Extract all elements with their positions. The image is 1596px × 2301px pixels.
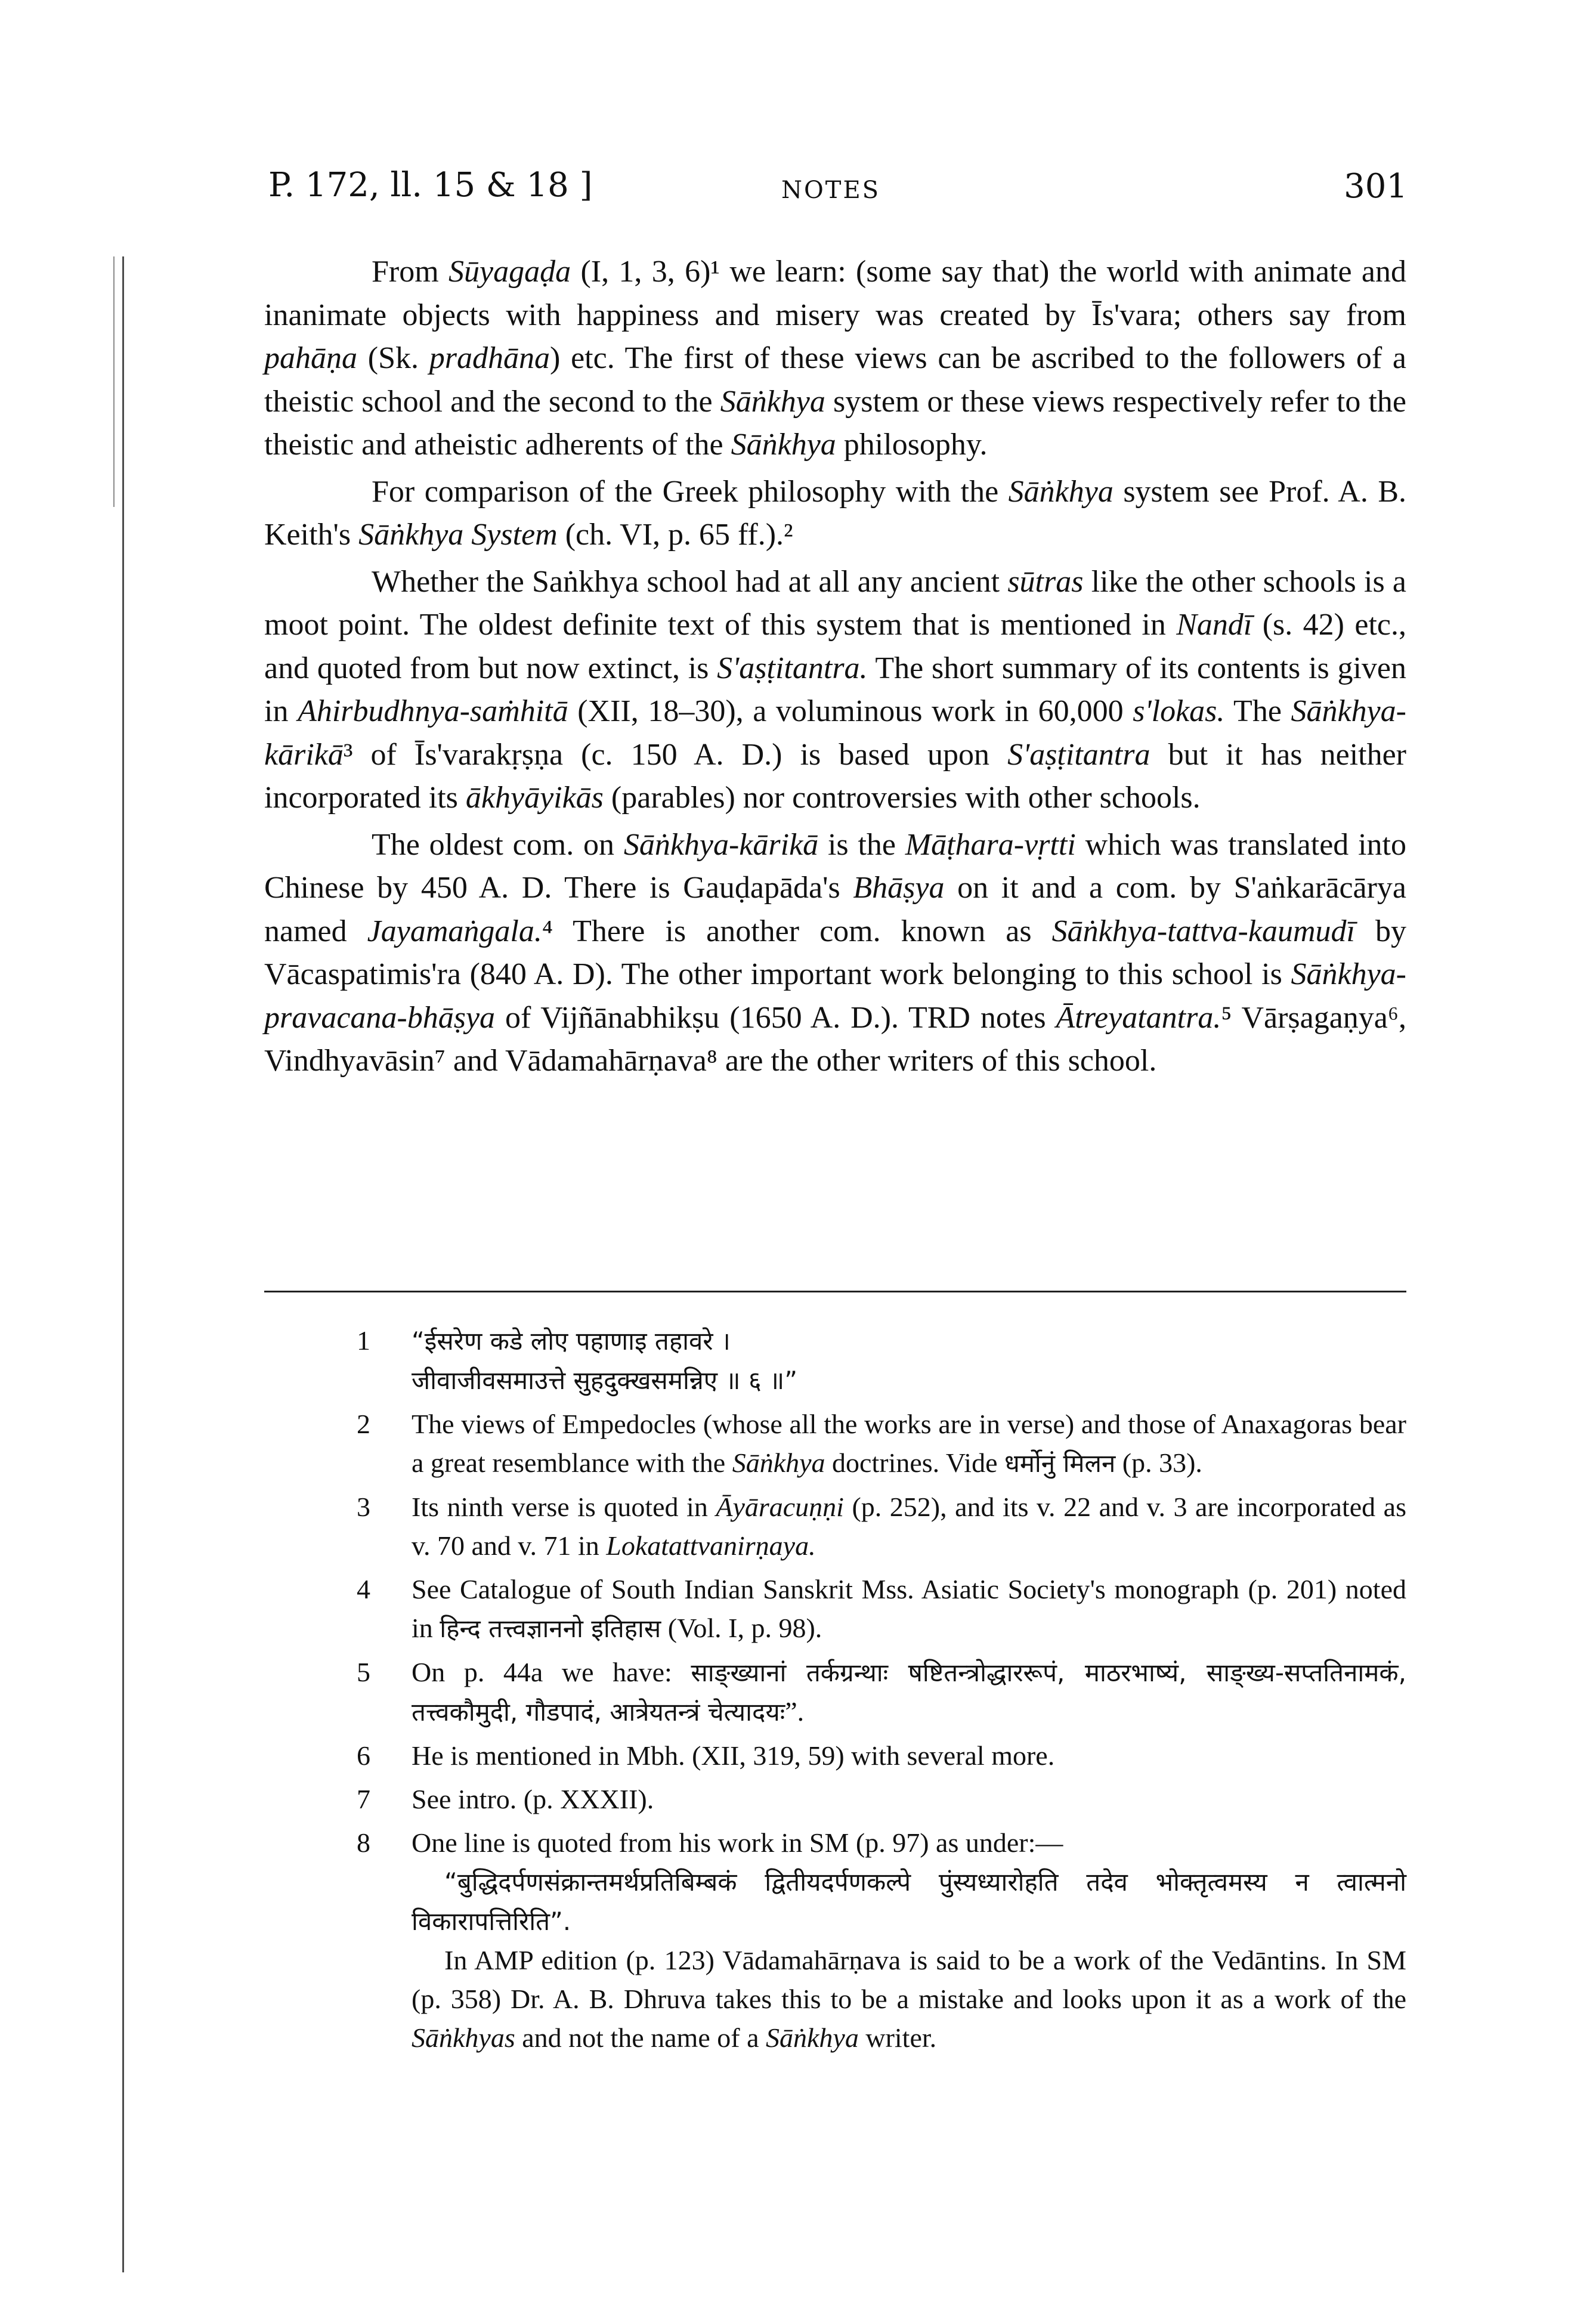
text-run: ³ of Īs'varakṛṣṇa (c. 150 A. D.) is based upon [343, 737, 1008, 772]
running-head [268, 166, 1408, 219]
text-run: system see Prof. A. B. Keith's [264, 474, 1407, 552]
footnote-number: 3 [357, 1492, 370, 1522]
text-run: (XII, 18–30), a voluminous work in 60,000 [568, 694, 1133, 728]
footnote-line [412, 1823, 1406, 1862]
text-run: ⁴ There is another com. known as [542, 914, 1052, 948]
italic-term: Sāṅkhya [720, 384, 825, 419]
footnote-line [412, 1360, 1406, 1400]
footnote-number: 7 [357, 1784, 370, 1814]
text-run: (Vol. I, p. 98). [661, 1613, 822, 1643]
text-run: which was translated into Chinese by 450 A. D. There is Gauḍapāda's [264, 827, 1406, 905]
text-run: Whether the Saṅkhya school had at all any ancient [372, 564, 1008, 599]
footnote-line [412, 1862, 1406, 1941]
text-run: He is mentioned in Mbh. (XII, 319, 59) with several more. [412, 1740, 1055, 1771]
footnote [357, 1823, 1406, 2057]
text-run: In AMP edition (p. 123) Vādamahārṇava is said to be a work of the Vedāntins. In SM (p. 358) Dr. A. B. Dhruva takes this to be a mistake and looks upon it as a work of the [412, 1945, 1406, 2014]
devanagari-text: साङ्ख्यानां तर्कग्रन्थाः षष्टितन्त्रोद्धाररूपं, माठरभाष्यं, साङ्ख्य-सप्ततिनामकं, तत्त्वकौमुदी, गौडपादं, आत्रेयतन्त्रं चेत्यादयः [412, 1658, 1407, 1727]
footnote-line [412, 1321, 1406, 1360]
text-run: like the other schools is a moot point. The oldest definite text of this system that is mentioned in [264, 564, 1407, 642]
text-run: One line is quoted from his work in SM (p. 97) as under:— [412, 1827, 1063, 1858]
italic-term: S'aṣṭitantra. [717, 651, 868, 685]
text-run: philosophy. [836, 428, 988, 462]
italic-term: Sūyagaḍa [449, 255, 571, 289]
body-paragraph [264, 471, 1406, 557]
main-text [264, 250, 1406, 1083]
text-run: See Catalogue of South Indian Sanskrit Mss. Asiatic Society's monograph (p. 201) noted in [412, 1574, 1406, 1643]
italic-term: Jayamaṅgala. [367, 914, 542, 948]
text-run: writer. [858, 2022, 937, 2053]
text-run: on it and a com. by S'aṅkarācārya named [264, 871, 1407, 948]
devanagari-text: “बुद्धिदर्पणसंक्रान्तमर्थप्रतिबिम्बकं द्वितीयदर्पणकल्पे पुंस्यध्यारोहति तदेव भोक्तृत्वमस्य न त्वात्मनो विकारापत्तिरिति”. [412, 1867, 1406, 1936]
italic-term: Nandī [1176, 608, 1252, 642]
text-run: ) etc. The first of these views can be ascribed to the followers of a theistic school and the second to the [264, 341, 1406, 419]
italic-term: Sāṅkhya [1008, 474, 1114, 509]
text-run: (parables) nor controversies with other schools. [603, 781, 1201, 815]
footnote [357, 1736, 1406, 1775]
text-run: but it has neither incorporated its [264, 737, 1407, 815]
footnote-line [412, 1487, 1406, 1565]
italic-term: Sāṅkhya [766, 2022, 859, 2053]
devanagari-text: “ईसरेण कडे लोए पहाणाइ तहावरे । [412, 1326, 731, 1356]
italic-term: Bhāṣya [853, 871, 945, 905]
text-run: system or these views respectively refer to the theistic and atheistic adherents of the [264, 384, 1406, 462]
text-run: (s. 42) etc., and quoted from but now extinct, is [264, 608, 1406, 685]
italic-term: Sāṅkhya-kārikā [264, 694, 1406, 772]
italic-term: Ātreyatantra. [1056, 1000, 1221, 1035]
text-run: On p. 44a we have: [412, 1657, 691, 1687]
footnote [357, 1653, 1406, 1731]
italic-term: Sāṅkhyas [412, 2022, 515, 2053]
text-run: (p. 33). [1115, 1448, 1202, 1478]
footnote-line [412, 1405, 1406, 1483]
italic-term: S'aṣṭitantra [1007, 737, 1150, 772]
footnote-number: 2 [357, 1409, 370, 1439]
page-number: 301 [1344, 167, 1408, 206]
italic-term: Sāṅkhya-kārikā [623, 827, 819, 862]
header-section-title: NOTES [781, 177, 881, 204]
text-run: ⁵ Vārṣagaṇya⁶, Vindhyavāsin⁷ and Vādamahārṇava⁸ are the other writers of this school. [264, 1000, 1406, 1078]
footnote [357, 1570, 1406, 1648]
footnote [357, 1405, 1406, 1483]
body-paragraph [264, 824, 1406, 1083]
text-run: (p. 252), and its v. 22 and v. 3 are incorporated as v. 70 and v. 71 in [412, 1492, 1406, 1561]
italic-term: Sāṅkhya-pravacana-bhāṣya [264, 957, 1406, 1035]
footnote-line [412, 1941, 1406, 2057]
text-run: by Vācaspatimis'ra (840 A. D). The other important work belonging to this school is [264, 914, 1407, 991]
text-run: ”. [785, 1696, 805, 1727]
body-paragraph [264, 561, 1406, 820]
devanagari-text: धर्मोनुं मिलन [1004, 1449, 1116, 1478]
text-run: (ch. VI, p. 65 ff.).² [557, 518, 793, 552]
italic-term: pradhāna [429, 341, 550, 375]
footnote [357, 1321, 1406, 1400]
text-run: See intro. (p. XXXII). [412, 1784, 654, 1814]
italic-term: Sāṅkhya System [358, 518, 558, 552]
footnotes [357, 1321, 1406, 2062]
italic-term: pahāṇa [264, 341, 357, 375]
text-run: of Vijñānabhikṣu (1650 A. D.). TRD notes [495, 1000, 1056, 1035]
left-margin-line [122, 256, 124, 2272]
italic-term: sūtras [1007, 564, 1084, 599]
footnote-number: 4 [357, 1574, 370, 1604]
footnote-number: 1 [357, 1325, 370, 1356]
body-paragraph [264, 250, 1406, 467]
footnote-rule [264, 1291, 1406, 1292]
footnote-line [412, 1780, 1406, 1818]
text-run: The [1224, 694, 1291, 728]
italic-term: Sāṅkhya [732, 1448, 825, 1478]
italic-term: Sāṅkhya [731, 428, 836, 462]
text-run: The short summary of its contents is given in [264, 651, 1406, 728]
text-run: Its ninth verse is quoted in [412, 1492, 716, 1522]
italic-term: s'lokas. [1133, 694, 1225, 728]
italic-term: Sāṅkhya-tattva-kaumudī [1051, 914, 1355, 948]
footnote [357, 1780, 1406, 1818]
footnote-line [412, 1653, 1406, 1731]
text-run: is the [818, 827, 905, 862]
header-reference: P. 172, ll. 15 & 18 ] [268, 166, 593, 205]
text-run: The oldest com. on [372, 827, 624, 862]
left-margin-faint-line [113, 256, 115, 507]
footnote-number: 8 [357, 1827, 370, 1858]
footnote-number: 5 [357, 1657, 370, 1687]
italic-term: Māṭhara-vṛtti [905, 827, 1076, 862]
footnote [357, 1487, 1406, 1565]
text-run: The views of Empedocles (whose all the works are in verse) and those of Anaxagoras bear a great resemblance with the [412, 1409, 1406, 1478]
devanagari-text: हिन्द तत्त्वज्ञाननो इतिहास [440, 1614, 661, 1643]
footnote-number: 6 [357, 1740, 370, 1771]
italic-term: Ahirbudhnya-saṁhitā [298, 694, 568, 728]
italic-term: Lokatattvanirṇaya. [606, 1530, 816, 1561]
text-run: and not the name of a [515, 2022, 766, 2053]
text-run: (I, 1, 3, 6)¹ we learn: (some say that) the world with animate and inanimate objects with happiness and misery was created by Īs'vara; others say from [264, 255, 1407, 332]
text-run: From [372, 255, 449, 289]
text-run: For comparison of the Greek philosophy with the [372, 474, 1009, 509]
footnote-line [412, 1736, 1406, 1775]
devanagari-text: जीवाजीवसमाउत्ते सुहदुक्खसमन्निए ॥ ६ ॥” [412, 1366, 797, 1395]
italic-term: Āyāracuṇṇi [716, 1492, 844, 1522]
italic-term: ākhyāyikās [465, 781, 604, 815]
text-run: doctrines. Vide [825, 1448, 1004, 1478]
footnote-line [412, 1570, 1406, 1648]
text-run: (Sk. [357, 341, 429, 375]
